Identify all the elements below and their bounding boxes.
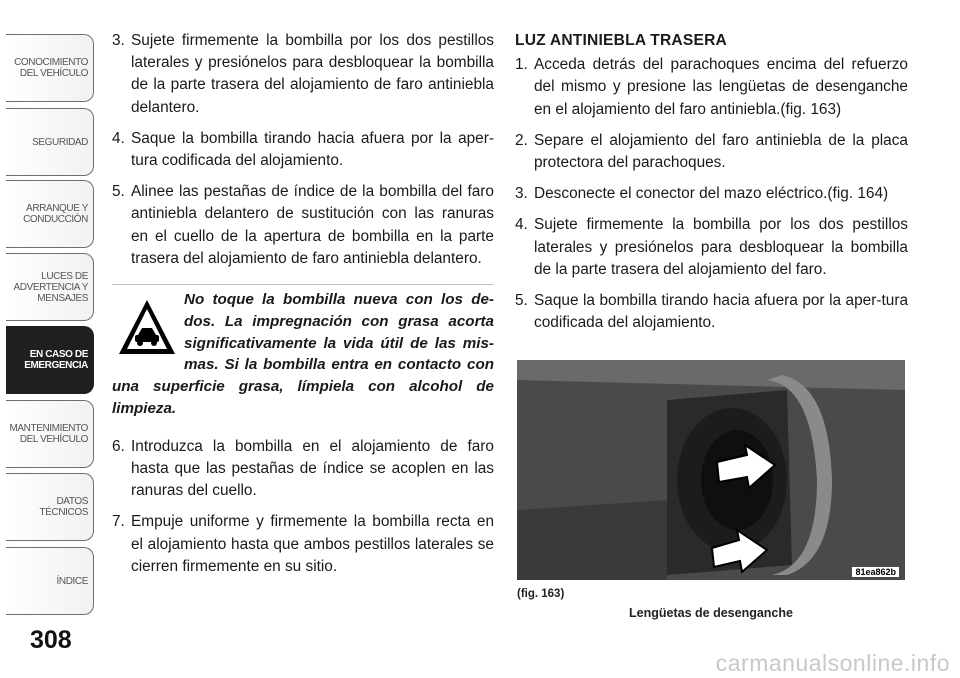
tab-label: ÍNDICE xyxy=(56,575,88,587)
list-item xyxy=(112,436,494,503)
warning-triangle-icon xyxy=(116,297,178,359)
figure-code: 81ea862b xyxy=(852,567,899,577)
tab-label: SEGURIDAD xyxy=(32,136,88,148)
step-number: 3. xyxy=(112,32,125,49)
warning-box xyxy=(112,284,494,420)
list-item xyxy=(112,181,494,270)
fog-lamp-illustration xyxy=(517,360,905,580)
step-text: Separe el alojamiento del faro antiniebla de la placa protectora del parachoques. xyxy=(534,131,908,172)
warning-text: No toque la bombilla nueva con los de-dos. La impregnación con grasa acorta significativamente la vida útil de las mis-mas. Si la bombilla entra en contacto con una superficie grasa, límpiela con alcohol de limpieza. xyxy=(112,291,494,418)
tab-label: EN CASO DE EMERGENCIA xyxy=(24,349,88,371)
step-number: 4. xyxy=(515,216,528,234)
step-text: Saque la bombilla tirando hacia afuera por la aper-tura codificada del alojamiento. xyxy=(131,129,494,170)
page-number: 308 xyxy=(30,626,72,654)
tab-luces-de-advertencia[interactable] xyxy=(6,253,94,321)
step-number: 6. xyxy=(112,437,125,455)
tab-arranque-y-conduccion[interactable] xyxy=(6,180,94,248)
step-number: 3. xyxy=(515,185,528,203)
list-item xyxy=(515,183,908,205)
tab-en-caso-de-emergencia[interactable] xyxy=(6,326,94,394)
list-item xyxy=(112,128,494,172)
list-item xyxy=(112,511,494,578)
list-item xyxy=(112,30,494,119)
tab-conocimiento-del-vehiculo[interactable] xyxy=(6,34,94,102)
step-number: 5. xyxy=(515,292,528,310)
tab-label: ARRANQUE Y CONDUCCIÓN xyxy=(23,203,88,225)
tab-label: CONOCIMIENTO DEL VEHÍCULO xyxy=(14,57,88,79)
section-title: LUZ ANTINIEBLA TRASERA xyxy=(515,32,728,49)
figure-caption: Lengüetas de desenganche xyxy=(629,606,793,620)
fog-lamp-photo xyxy=(517,360,905,580)
step-number: 4. xyxy=(112,129,125,147)
list-item xyxy=(515,214,908,281)
step-text: Sujete firmemente la bombilla por los dos pestillos laterales y presiónelos para desbloquear la bombilla de la parte trasera del alojamiento de faro antiniebla delantero. xyxy=(131,32,494,116)
step-text: Desconecte el conector del mazo eléctrico.(fig. 164) xyxy=(534,185,889,203)
tab-indice[interactable] xyxy=(6,547,94,615)
list-item xyxy=(515,290,908,334)
step-number: 1. xyxy=(515,56,528,74)
right-column xyxy=(515,30,908,343)
chapter-sidebar xyxy=(0,0,98,640)
list-item xyxy=(515,130,908,174)
step-text: Empuje uniforme y firmemente la bombilla recta en el alojamiento hasta que ambos pestillos laterales se cierren firmemente en su sitio. xyxy=(131,513,494,575)
step-number: 2. xyxy=(515,131,528,149)
tab-datos-tecnicos[interactable] xyxy=(6,473,94,541)
tab-mantenimiento-del-vehiculo[interactable] xyxy=(6,400,94,468)
step-number: 5. xyxy=(112,183,125,201)
tab-label: DATOS TÉCNICOS xyxy=(39,496,88,518)
tab-label: LUCES DE ADVERTENCIA Y MENSAJES xyxy=(13,270,88,304)
figure-reference: (fig. 163) xyxy=(517,588,565,600)
step-text: Alinee las pestañas de índice de la bombilla del faro antiniebla delantero de sustitución con las ranuras en el cuello de la apertura de bombilla en la parte trasera del alojamiento de faro antiniebla delantero. xyxy=(131,183,494,267)
tab-seguridad[interactable] xyxy=(6,108,94,176)
step-text: Acceda detrás del parachoques encima del refuerzo del mismo y presione las lengüetas de desenganche en el alojamiento del faro antiniebla.(fig. 163) xyxy=(534,56,908,118)
step-text: Sujete firmemente la bombilla por los dos pestillos laterales y presiónelos para desbloquear la bombilla de la parte trasera del alojamiento del faro. xyxy=(534,216,908,278)
left-column xyxy=(112,30,494,587)
watermark: carmanualsonline.info xyxy=(715,650,950,676)
list-item xyxy=(515,54,908,121)
step-number: 7. xyxy=(112,513,125,531)
tab-label: MANTENIMIENTO DEL VEHÍCULO xyxy=(9,423,88,445)
step-text: Introduzca la bombilla en el alojamiento de faro hasta que las pestañas de índice se acoplen en las ranuras del cuello. xyxy=(131,437,494,500)
step-text: Saque la bombilla tirando hacia afuera por la aper-tura codificada del alojamiento. xyxy=(534,292,908,332)
